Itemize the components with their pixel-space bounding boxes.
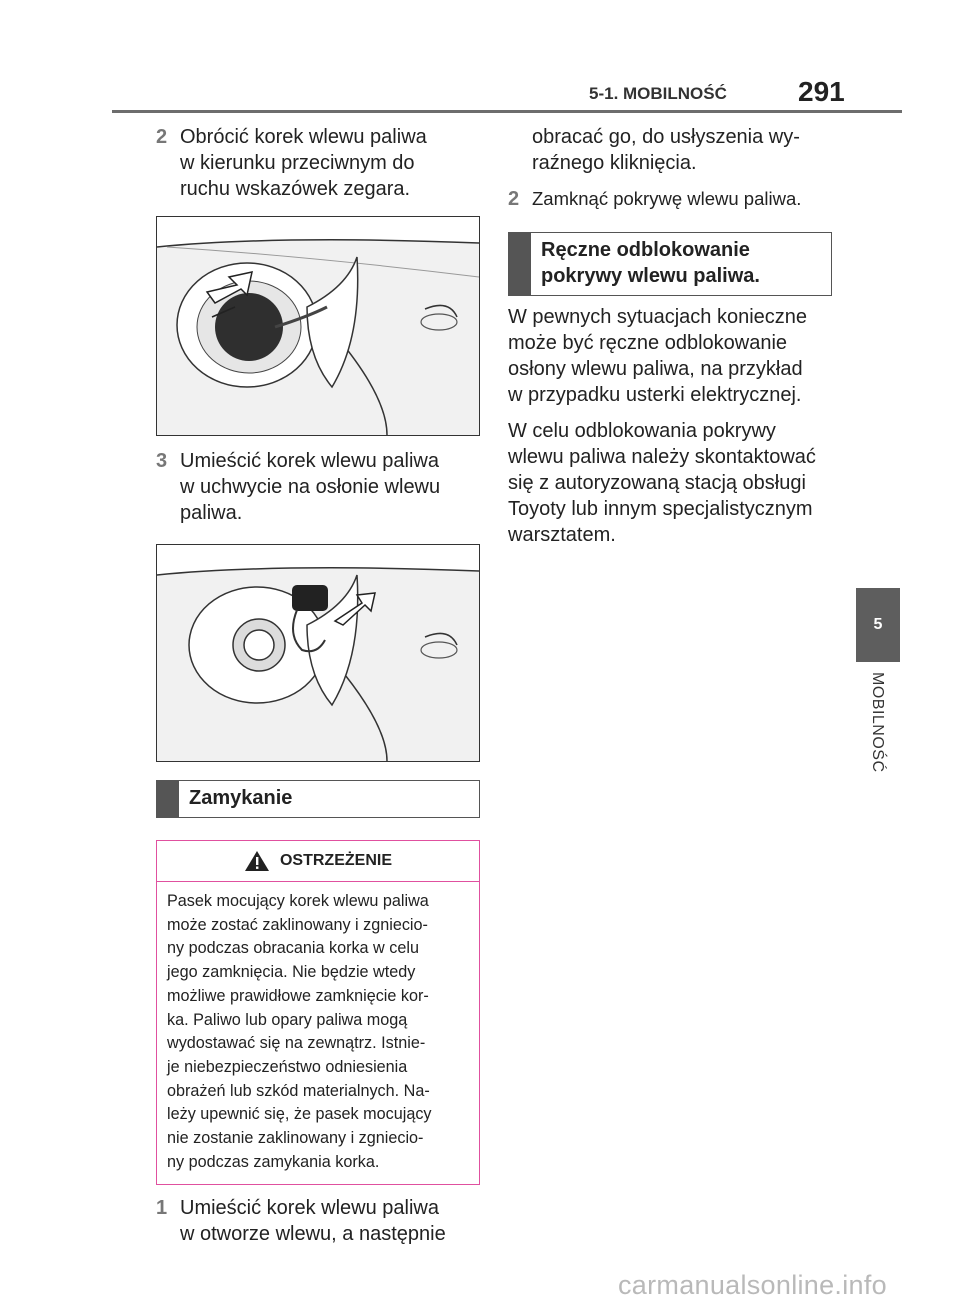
warning-line: może zostać zaklinowany i zgniecio-: [167, 915, 428, 934]
heading-text: [531, 233, 770, 295]
warning-line: Pasek mocujący korek wlewu paliwa: [167, 892, 429, 910]
manual-release-paragraph-1: [508, 304, 832, 408]
page-number: 291: [798, 76, 845, 107]
warning-line: ka. Paliwo lub opary paliwa mogą: [167, 1010, 408, 1029]
header-divider: [112, 110, 902, 113]
step-2-close-cover: [508, 186, 832, 212]
step-number: 1: [156, 1197, 168, 1220]
warning-line: wydostawać się na zewnątrz. Istnie-: [167, 1034, 426, 1053]
heading-line: pokrywy wlewu paliwa.: [541, 265, 760, 287]
step-line: w kierunku przeciwnym do: [180, 152, 415, 174]
warning-line: jego zamknięcia. Nie będzie wtedy: [167, 963, 416, 982]
warning-line: leży upewnić się, że pasek mocujący: [167, 1105, 432, 1124]
para-line: się z autoryzowaną stacją obsługi: [508, 472, 806, 494]
chapter-label: MOBILNOŚĆ: [869, 672, 886, 773]
warning-header: [157, 841, 479, 882]
para-line: W celu odblokowania pokrywy: [508, 420, 776, 442]
heading-line: Ręczne odblokowanie: [541, 239, 750, 261]
step-3-place-cap: [156, 448, 480, 526]
warning-line: ny podczas zamykania korka.: [167, 1152, 380, 1171]
step-line: ruchu wskazówek zegara.: [180, 178, 411, 200]
para-line: wlewu paliwa należy skontaktować: [508, 446, 816, 468]
warning-box: [156, 840, 480, 1185]
heading-accent-bar: [157, 781, 179, 817]
fuel-cap-rotation-illustration: [157, 217, 479, 435]
warning-icon: [244, 850, 270, 872]
step-line: raźnego kliknięcia.: [532, 152, 697, 174]
left-column: [156, 124, 480, 1247]
para-line: może być ręczne odblokowanie: [508, 332, 788, 354]
step-2-rotate-cap: [156, 124, 480, 202]
para-line: warsztatem.: [508, 524, 616, 546]
manual-release-paragraph-2: [508, 418, 832, 548]
section-heading-manual-release: [508, 232, 832, 296]
para-line: w przypadku usterki elektrycznej.: [508, 384, 802, 406]
step-1-insert-cap: [156, 1195, 480, 1247]
warning-title: OSTRZEŻENIE: [279, 852, 392, 869]
para-line: Toyoty lub innym specjalistycznym: [508, 498, 813, 520]
warning-line: je niebezpieczeństwo odniesienia: [167, 1057, 408, 1076]
watermark-text: carmanualsonline.info: [618, 1270, 887, 1300]
step-number: 2: [508, 188, 520, 210]
step-number: 2: [156, 126, 168, 148]
section-heading-closing: [156, 780, 480, 818]
figure-rotate-cap: [156, 216, 480, 436]
step-number: 3: [156, 450, 168, 472]
step-1-continued: [508, 124, 832, 176]
section-title: 5-1. MOBILNOŚĆ: [589, 84, 727, 103]
step-line: w otworze wlewu, a następnie: [180, 1223, 446, 1246]
chapter-tab: 5: [856, 588, 900, 662]
para-line: W pewnych sytuacjach konieczne: [508, 306, 808, 328]
para-line: osłony wlewu paliwa, na przykład: [508, 358, 803, 380]
warning-line: możliwe prawidłowe zamknięcie kor-: [167, 986, 429, 1005]
fuel-cap-holder-illustration: [157, 545, 479, 761]
warning-line: ny podczas obracania korka w celu: [167, 939, 419, 958]
step-line: Umieścić korek wlewu paliwa: [180, 450, 439, 472]
step-line: paliwa.: [180, 502, 243, 524]
right-column: [508, 124, 832, 548]
step-line: obracać go, do usłyszenia wy-: [532, 126, 800, 148]
step-line: w uchwycie na osłonie wlewu: [180, 476, 441, 498]
warning-line: obrażeń lub szkód materialnych. Na-: [167, 1081, 430, 1100]
step-line: Zamknąć pokrywę wlewu paliwa.: [532, 188, 802, 209]
heading-accent-bar: [509, 233, 531, 295]
warning-line: nie zostanie zaklinowany i zgniecio-: [167, 1129, 424, 1148]
step-line: Obrócić korek wlewu paliwa: [180, 126, 427, 148]
warning-text: [157, 882, 479, 1184]
step-line: Umieścić korek wlewu paliwa: [180, 1197, 439, 1220]
figure-place-cap: [156, 544, 480, 762]
heading-text: Zamykanie: [189, 787, 293, 809]
